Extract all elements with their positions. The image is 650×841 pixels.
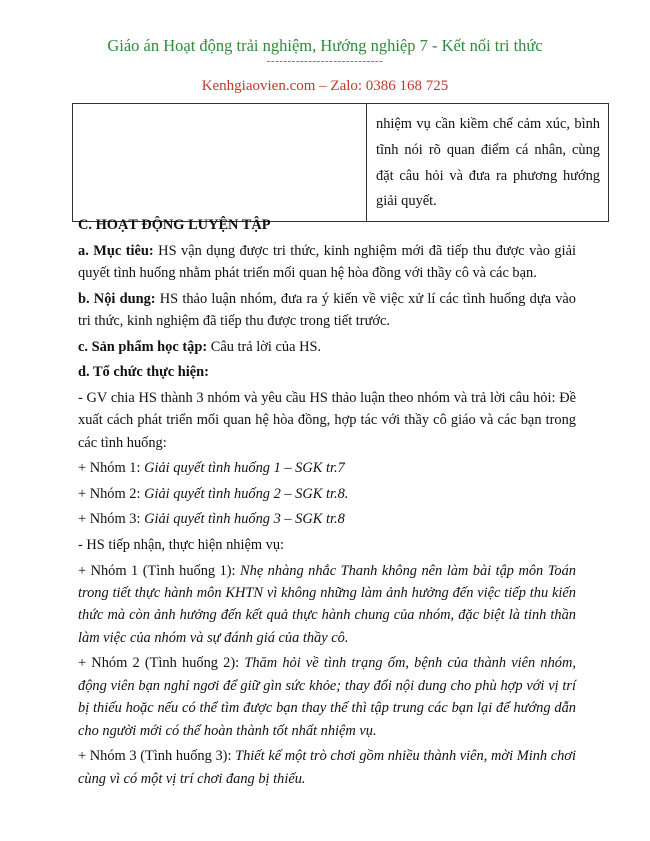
product-paragraph (78, 336, 576, 358)
table-row (73, 104, 609, 222)
group-label: + Nhóm 1: (78, 460, 145, 477)
table-cell-left (73, 104, 367, 222)
activity-table (72, 103, 609, 222)
content-paragraph (78, 288, 576, 333)
group-item (78, 483, 576, 505)
objective-label: a. Mục tiêu: (78, 242, 154, 259)
content-label: b. Nội dung: (78, 290, 156, 307)
objective-paragraph (78, 240, 576, 285)
product-text: Câu trả lời của HS. (207, 338, 322, 355)
group-task: Giải quyết tình huống 2 – SGK tr.8. (144, 485, 349, 502)
answer-text: Thăm hỏi về tình trạng ốm, bệnh của thành viên nhóm, động viên bạn nghỉ ngơi để giữ gìn sức khỏe; thay đổi nội dung cho phù hợp với vị trí bị thiếu hoặc nếu có thể tìm được bạn thay thế thì tập trung các bạn lại để hướng dẫn cho người mới có thể hoàn thành tốt nhất nhiệm vụ. (78, 655, 576, 739)
section-heading: C. HOẠT ĐỘNG LUYỆN TẬP (78, 217, 271, 233)
organization-label: d. Tổ chức thực hiện: (78, 364, 209, 381)
receive-paragraph: - HS tiếp nhận, thực hiện nhiệm vụ: (78, 536, 285, 553)
answer-label: + Nhóm 3 (Tình huống 3): (78, 748, 236, 765)
answer-item (78, 652, 576, 742)
group-task: Giải quyết tình huống 1 – SGK tr.7 (144, 460, 345, 477)
content-text: HS thảo luận nhóm, đưa ra ý kiến về việc xử lí các tình huống dựa vào tri thức, kinh nghiệm đã tiếp thu được trong tiết trước. (78, 290, 576, 329)
answer-text: Nhẹ nhàng nhắc Thanh không nên làm bài tập môn Toán trong tiết thực hành môn KHTN vì không những làm ảnh hưởng đến việc tiếp thu kiến thức mà còn ảnh hưởng đến kết quả thực hành chung của nhóm, đặc biệt là tinh thần làm việc của nhóm và sự đánh giá của thầy cô. (78, 562, 576, 646)
table-cell-right: nhiệm vụ cần kiềm chế cảm xúc, bình tĩnh nói rõ quan điểm cá nhân, cùng đặt câu hỏi và đưa ra phương hướng giải quyết. (367, 104, 609, 222)
main-content (78, 214, 576, 793)
answer-item (78, 745, 576, 790)
product-label: c. Sản phẩm học tập: (78, 338, 208, 355)
document-header-title: Giáo án Hoạt động trải nghiệm, Hướng nghiệp 7 - Kết nối tri thức (107, 36, 543, 55)
group-item (78, 457, 576, 479)
group-item (78, 508, 576, 530)
group-label: + Nhóm 2: (78, 485, 145, 502)
answer-label: + Nhóm 1 (Tình huống 1): (78, 562, 241, 579)
answer-label: + Nhóm 2 (Tình huống 2): (78, 655, 245, 672)
header-contact: Kenhgiaovien.com – Zalo: 0386 168 725 (201, 78, 449, 94)
objective-text: HS vận dụng được tri thức, kinh nghiệm mới đã tiếp thu được vào giải quyết tình huống nhằm phát triển mối quan hệ hòa đồng với thầy cô và các bạn. (78, 242, 576, 281)
group-task: Giải quyết tình huống 3 – SGK tr.8 (144, 511, 345, 528)
header-divider: ---------------------------- (266, 55, 384, 67)
instruction-paragraph: - GV chia HS thành 3 nhóm và yêu cầu HS thảo luận theo nhóm và trả lời câu hỏi: Đề xuất cách phát triển mối quan hệ hòa đồng, hợp tác với thầy cô giáo và các bạn trong các tình huống: (78, 389, 576, 451)
answer-item (78, 560, 576, 650)
group-label: + Nhóm 3: (78, 511, 145, 528)
answer-text: Thiết kế một trò chơi gồm nhiều thành viên, mời Minh chơi cùng vì có một vị trí chơi đang bị thiếu. (78, 748, 576, 787)
